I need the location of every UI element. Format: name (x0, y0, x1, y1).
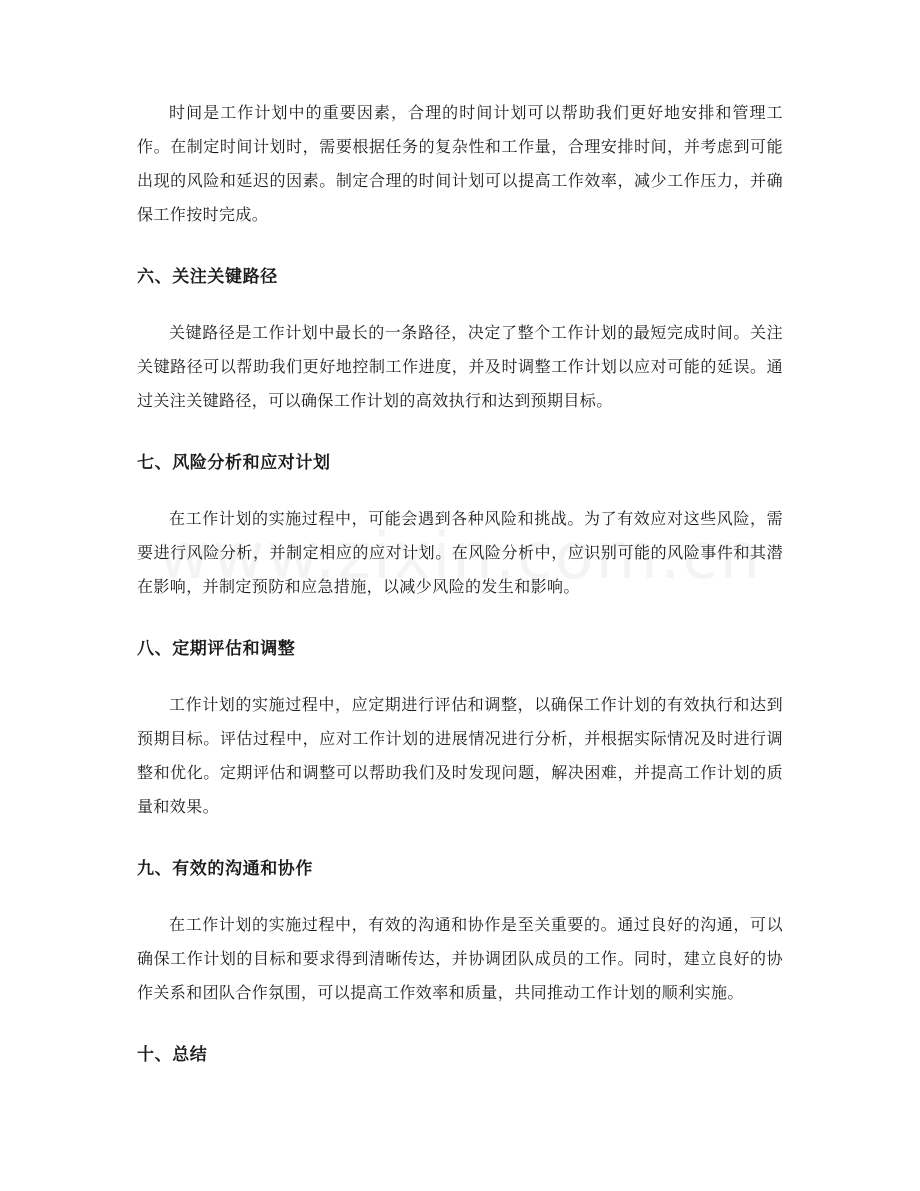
paragraph-risk-analysis: 在工作计划的实施过程中，可能会遇到各种风险和挑战。为了有效应对这些风险，需要进行风险分析，并制定相应的应对计划。在风险分析中，应识别可能的风险事件和其潜在影响，并制定预防和应急措施，以减少风险的发生和影响。 (137, 509, 783, 596)
paragraph-time-planning: 时间是工作计划中的重要因素，合理的时间计划可以帮助我们更好地安排和管理工作。在制定时间计划时，需要根据任务的复杂性和工作量，合理安排时间，并考虑到可能出现的风险和延迟的因素。制定合理的时间计划可以提高工作效率，减少工作压力，并确保工作按时完成。 (137, 103, 783, 224)
paragraph-critical-path: 关键路径是工作计划中最长的一条路径，决定了整个工作计划的最短完成时间。关注关键路径可以帮助我们更好地控制工作进度，并及时调整工作计划以应对可能的延误。通过关注关键路径，可以确保工作计划的高效执行和达到预期目标。 (137, 323, 783, 410)
document-body (137, 96, 783, 1072)
section-heading-7: 七、风险分析和应对计划 (137, 453, 331, 473)
section-heading-8: 八、定期评估和调整 (137, 639, 296, 659)
section-heading-10: 十、总结 (137, 1045, 208, 1065)
section-heading-9: 九、有效的沟通和协作 (137, 859, 313, 879)
paragraph-periodic-review: 工作计划的实施过程中，应定期进行评估和调整，以确保工作计划的有效执行和达到预期目标。评估过程中，应对工作计划的进展情况进行分析，并根据实际情况及时进行调整和优化。定期评估和调整可以帮助我们及时发现问题，解决困难，并提高工作计划的质量和效果。 (137, 695, 783, 816)
paragraph-communication: 在工作计划的实施过程中，有效的沟通和协作是至关重要的。通过良好的沟通，可以确保工作计划的目标和要求得到清晰传达，并协调团队成员的工作。同时，建立良好的协作关系和团队合作氛围，可以提高工作效率和质量，共同推动工作计划的顺利实施。 (137, 915, 783, 1002)
section-heading-6: 六、关注关键路径 (137, 267, 278, 287)
